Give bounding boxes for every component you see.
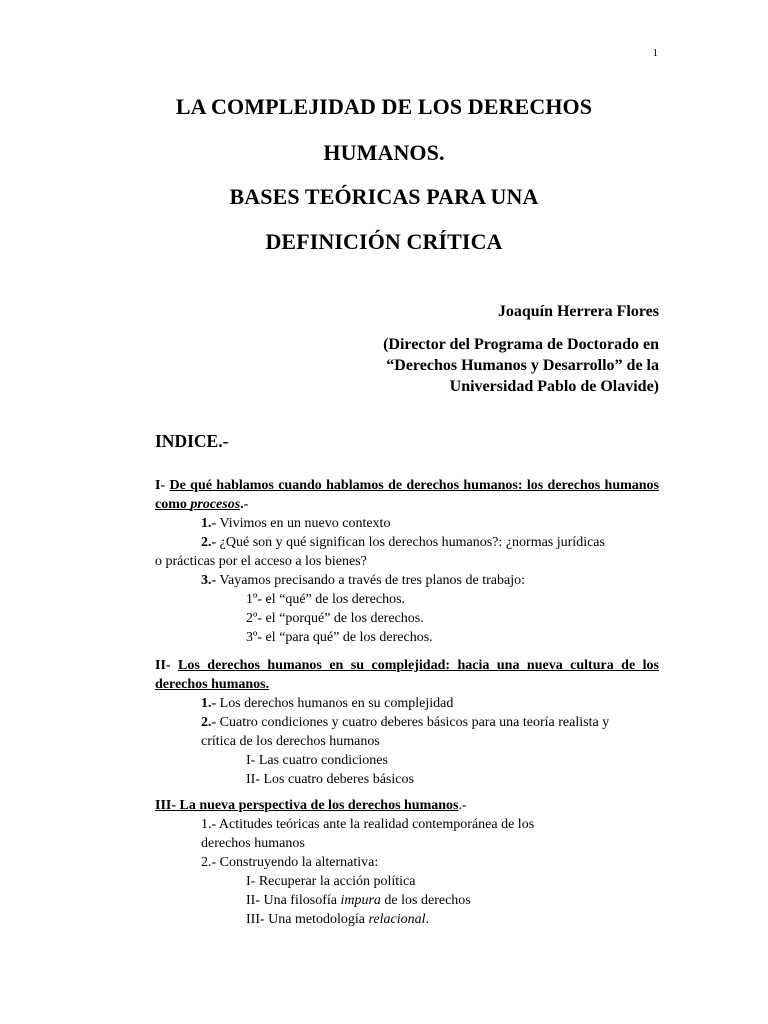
index-subitem: I- Recuperar la acción política — [246, 874, 416, 889]
index-item — [155, 533, 659, 552]
index-subitem — [155, 910, 659, 929]
affiliation-line-2: “Derechos Humanos y Desarrollo” de la — [386, 357, 659, 374]
item-number: 2.- — [201, 715, 217, 730]
index-subitem: 1º- el “qué” de los derechos. — [246, 592, 406, 607]
index-subitem: 3º- el “para qué” de los derechos. — [246, 630, 433, 645]
index-subitem: II- Los cuatro deberes básicos — [246, 772, 414, 787]
index-section-3 — [155, 796, 659, 929]
item-number: 3.- — [201, 573, 217, 588]
item-number: 2.- — [201, 535, 217, 550]
item-continuation: crítica de los derechos humanos — [201, 734, 380, 749]
title-line-1: LA COMPLEJIDAD DE LOS DERECHOS — [175, 94, 593, 119]
title-line-2: HUMANOS. — [323, 140, 445, 165]
subitem-italic: relacional — [368, 912, 426, 927]
subitem-italic: impura — [340, 893, 381, 908]
index-item — [155, 713, 659, 732]
index-item: 1.- Actitudes teóricas ante la realidad contemporánea de los — [201, 817, 535, 832]
section-1-title-italic: procesos — [190, 497, 241, 512]
item-continuation: derechos humanos — [201, 836, 305, 851]
item-text: Cuatro condiciones y cuatro deberes básicos para una teoría realista y — [216, 715, 610, 730]
index-heading: INDICE.- — [155, 431, 229, 451]
affiliation-line-3: Universidad Pablo de Olavide) — [449, 378, 659, 395]
section-2-number: II- — [155, 658, 171, 673]
index-item — [155, 694, 659, 713]
author-name: Joaquín Herrera Flores — [497, 303, 659, 320]
title-line-3: BASES TEÓRICAS PARA UNA — [229, 184, 539, 209]
subitem-text: II- Una filosofía — [246, 893, 341, 908]
section-1-number: I- — [155, 478, 166, 493]
index-item — [155, 571, 659, 590]
section-1-heading — [155, 476, 659, 514]
item-text: ¿Qué son y qué significan los derechos humanos?: ¿normas jurídicas — [216, 535, 605, 550]
index-section-2 — [155, 656, 659, 789]
title-line-4: DEFINICIÓN CRÍTICA — [265, 229, 503, 254]
index-item: 2.- Construyendo la alternativa: — [201, 855, 379, 870]
subitem-text: de los derechos — [380, 893, 471, 908]
subitem-text: III- Una metodología — [246, 912, 369, 927]
section-2-heading — [155, 656, 659, 694]
item-number: 1.- — [201, 696, 217, 711]
index-section-1 — [155, 476, 659, 647]
page-number: 1 — [652, 47, 658, 59]
affiliation-line-1: (Director del Programa de Doctorado en — [383, 336, 659, 353]
item-continuation: o prácticas por el acceso a los bienes? — [155, 554, 367, 569]
section-2-title: Los derechos humanos en su complejidad: hacia una nueva cultura de los derechos humanos. — [155, 658, 659, 692]
item-text: Vayamos precisando a través de tres planos de trabajo: — [216, 573, 525, 588]
section-3-tail: .- — [458, 798, 467, 813]
index-subitem: 2º- el “porqué” de los derechos. — [246, 611, 424, 626]
index-subitem — [155, 891, 659, 910]
section-1-title-text: De qué hablamos cuando hablamos de derechos humanos: los derechos humanos como — [155, 478, 660, 512]
subitem-text: . — [425, 912, 429, 927]
section-1-tail: .- — [240, 497, 249, 512]
index-subitem: I- Las cuatro condiciones — [246, 753, 388, 768]
index-item — [155, 514, 659, 533]
section-3-title: III- La nueva perspectiva de los derechos humanos — [155, 798, 459, 813]
item-number: 1.- — [201, 516, 217, 531]
section-1-title — [155, 478, 659, 512]
section-3-heading — [155, 796, 659, 815]
item-text: Vivimos en un nuevo contexto — [216, 516, 391, 531]
author-affiliation — [383, 334, 659, 397]
item-text: Los derechos humanos en su complejidad — [216, 696, 454, 711]
